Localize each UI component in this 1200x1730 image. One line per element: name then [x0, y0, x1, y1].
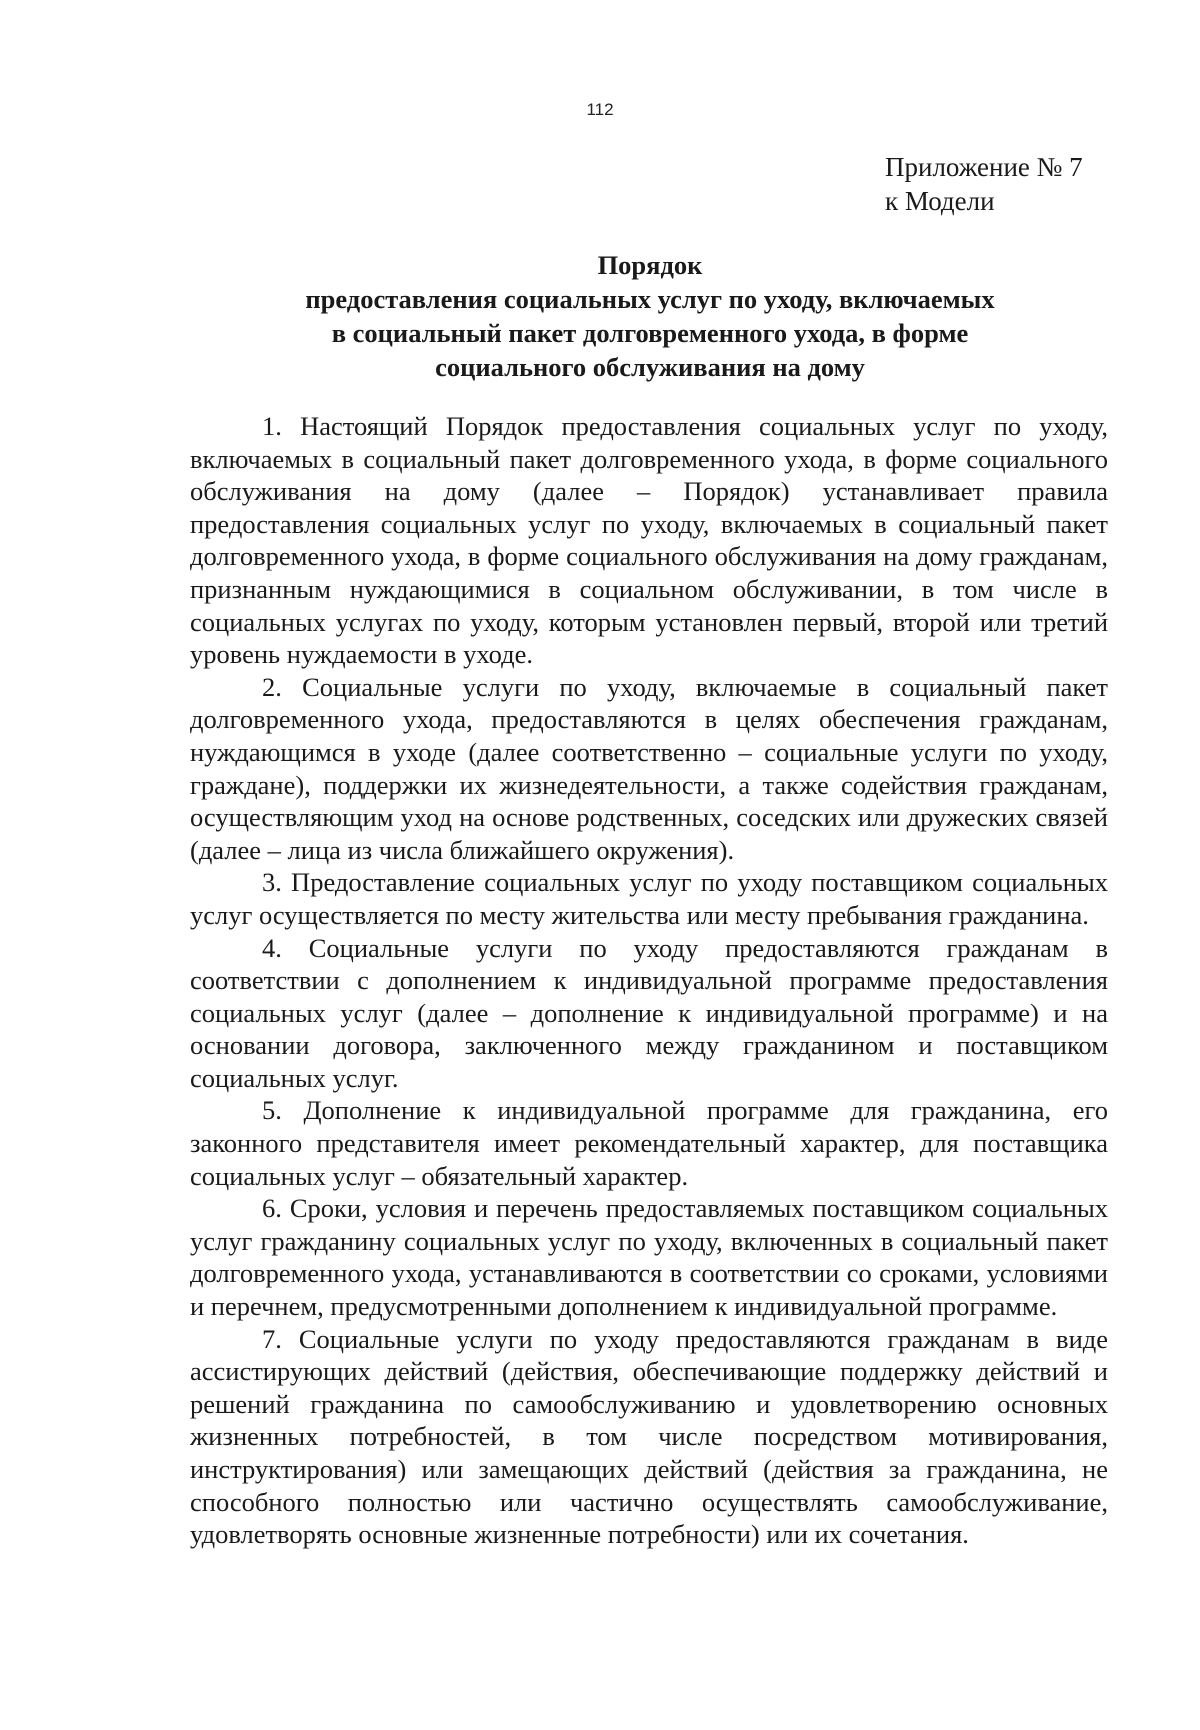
paragraph-6: 6. Сроки, условия и перечень предоставляемых поставщиком социальных услуг гражданину социальных услуг по уходу, включенных в социальный пакет долговременного ухода, устанавливаются в соответствии со сроками, условиями и перечнем, предусмотренными дополнением к индивидуальной программе. — [190, 1193, 1108, 1322]
page-number: 112 — [586, 100, 614, 119]
paragraph-7: 7. Социальные услуги по уходу предоставляются гражданам в виде ассистирующих действий (действия, обеспечивающие поддержку действий и решений гражданина по самообслуживанию и удовлетворению основных жизненных потребностей, в том числе посредством мотивирования, инструктирования) или замещающих действий (действия за гражданина, не способного полностью или частично осуществлять самообслуживание, удовлетворять основные жизненные потребности) или их сочетания. — [190, 1323, 1108, 1550]
document-body — [190, 410, 1108, 1551]
document-title — [190, 248, 1110, 384]
paragraph-3: 3. Предоставление социальных услуг по уходу поставщиком социальных услуг осуществляется по месту жительства или месту пребывания гражданина. — [190, 867, 1108, 930]
paragraph-5: 5. Дополнение к индивидуальной программе для гражданина, его законного представителя имеет рекомендательный характер, для поставщика социальных услуг – обязательный характер. — [190, 1095, 1108, 1191]
title-line-2: предоставления социальных услуг по уходу, включаемых — [305, 284, 995, 314]
paragraph-2: 2. Социальные услуги по уходу, включаемые в социальный пакет долговременного ухода, предоставляются в целях обеспечения гражданам, нуждающимся в уходе (далее соответственно – социальные услуги по уходу, граждане), поддержки их жизнедеятельности, а также содействия гражданам, осуществляющим уход на основе родственных, соседских или дружеских связей (далее – лица из числа ближайшего окружения). — [190, 671, 1108, 865]
appendix-reference — [885, 150, 1083, 218]
paragraph-4: 4. Социальные услуги по уходу предоставляются гражданам в соответствии с дополнением к индивидуальной программе предоставления социальных услуг (далее – дополнение к индивидуальной программе) и на основании договора, заключенного между гражданином и поставщиком социальных услуг. — [190, 932, 1108, 1093]
title-line-1: Порядок — [597, 250, 703, 280]
paragraph-1: 1. Настоящий Порядок предоставления социальных услуг по уходу, включаемых в социальный пакет долговременного ухода, в форме социального обслуживания на дому (далее – Порядок) устанавливает правила предоставления социальных услуг по уходу, включаемых в социальный пакет долговременного ухода, в форме социального обслуживания на дому гражданам, признанным нуждающимися в социальном обслуживании, в том числе в социальных услугах по уходу, которым установлен первый, второй или третий уровень нуждаемости в уходе. — [190, 411, 1108, 670]
title-line-3: в социальный пакет долговременного ухода, в форме — [331, 318, 969, 348]
appendix-number: Приложение № 7 — [885, 152, 1083, 182]
title-line-4: социального обслуживания на дому — [435, 352, 865, 382]
appendix-target: к Модели — [885, 186, 995, 216]
